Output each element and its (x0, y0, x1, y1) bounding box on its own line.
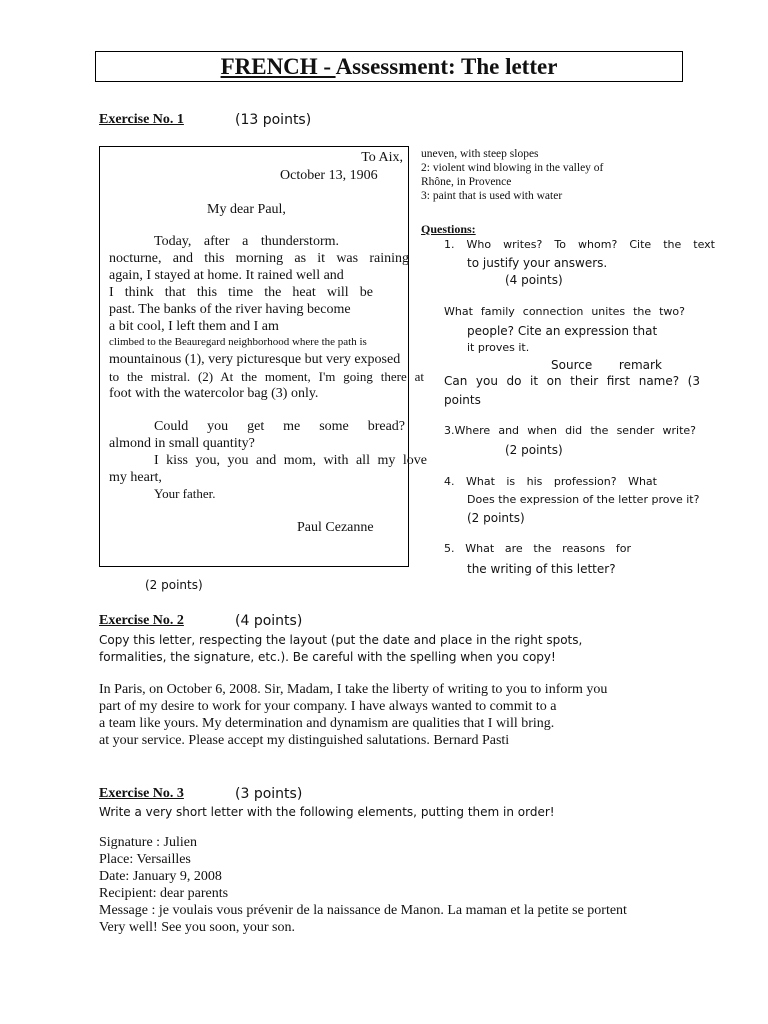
letter-salutation: My dear Paul, (207, 202, 286, 217)
exercise2-heading: Exercise No. 2 (99, 613, 184, 628)
letter-line: climbed to the Beauregard neighborhood where the path is (109, 336, 367, 348)
exercise3-element: Very well! See you soon, your son. (99, 920, 295, 935)
footnote: uneven, with steep slopes (421, 148, 539, 160)
question-4: 4. What is his profession? What (444, 475, 657, 488)
exercise1-points: (13 points) (235, 112, 312, 128)
question-2-cont: people? Cite an expression that (467, 324, 658, 338)
letter-line: to the mistral. (2) At the moment, I'm going there at (109, 369, 424, 384)
letter-line: almond in small quantity? (109, 436, 255, 451)
footnote: 3: paint that is used with water (421, 190, 563, 202)
question-3: 3.Where and when did the sender write? (444, 424, 696, 437)
exercise1-heading: Exercise No. 1 (99, 112, 184, 127)
question-4-points: (2 points) (467, 511, 525, 525)
question-3-points: (2 points) (505, 443, 563, 457)
letter-line: Your father. (154, 486, 216, 501)
question-1: 1. Who writes? To whom? Cite the text (444, 238, 715, 251)
title-subject: FRENCH - (220, 54, 336, 79)
question-1-cont: to justify your answers. (467, 256, 608, 270)
letter-points: (2 points) (145, 578, 203, 592)
question-1-points: (4 points) (505, 273, 563, 287)
exercise3-heading: Exercise No. 3 (99, 786, 184, 801)
exercise2-text-line: a team like yours. My determination and dynamism are qualities that I will bring. (99, 716, 555, 731)
title-main: Assessment: The letter (335, 54, 558, 79)
exercise2-points: (4 points) (235, 613, 303, 629)
exercise2-text-line: part of my desire to work for your company. I have always wanted to commit to a (99, 699, 557, 714)
title-box (95, 51, 683, 82)
exercise2-text-line: at your service. Please accept my distinguished salutations. Bernard Pasti (99, 733, 510, 748)
letter-line: again, I stayed at home. It rained well and (109, 268, 344, 283)
letter-line: foot with the watercolor bag (3) only. (109, 386, 319, 401)
questions-heading: Questions: (421, 222, 476, 236)
footnote: Rhône, in Provence (421, 176, 512, 188)
exercise3-element: Date: January 9, 2008 (99, 869, 222, 884)
letter-place: To Aix, (361, 150, 403, 165)
question-2-cont: it proves it. (467, 341, 530, 354)
footnote: 2: violent wind blowing in the valley of (421, 162, 604, 174)
letter-line: Could you get me some bread? (154, 419, 405, 434)
question-2: What family connection unites the two? (444, 305, 685, 318)
letter-signature: Paul Cezanne (297, 520, 374, 535)
letter-line: I think that this time the heat will be (109, 285, 373, 300)
letter-line: I kiss you, you and mom, with all my love (154, 453, 427, 468)
exercise2-instruction: formalities, the signature, etc.). Be careful with the spelling when you copy! (99, 650, 556, 664)
question-5-cont: the writing of this letter? (467, 562, 616, 576)
letter-line: a bit cool, I left them and I am (109, 319, 279, 334)
question-5: 5. What are the reasons for (444, 542, 631, 555)
exercise2-instruction: Copy this letter, respecting the layout (put the date and place in the right spots, (99, 633, 583, 647)
letter-line: Today, after a thunderstorm. (154, 234, 339, 249)
question-2-points: points (444, 393, 481, 407)
exercise2-text-line: In Paris, on October 6, 2008. Sir, Madam, I take the liberty of writing to you to inform you (99, 682, 608, 697)
letter-line: past. The banks of the river having become (109, 302, 351, 317)
exercise3-instruction: Write a very short letter with the following elements, putting them in order! (99, 805, 555, 819)
question-2-cont: Source remark (551, 358, 662, 372)
question-4-cont: Does the expression of the letter prove it? (467, 493, 700, 506)
exercise3-element: Signature : Julien (99, 835, 197, 850)
question-2-cont: Can you do it on their first name? (3 (444, 374, 700, 388)
letter-line: nocturne, and this morning as it was raining (109, 251, 409, 266)
exercise3-element: Recipient: dear parents (99, 886, 229, 901)
exercise3-points: (3 points) (235, 786, 303, 802)
exercise3-element: Place: Versailles (99, 852, 191, 867)
exercise3-element: Message : je voulais vous prévenir de la naissance de Manon. La maman et la petite se portent (99, 903, 627, 918)
letter-date: October 13, 1906 (280, 168, 378, 183)
letter-line: my heart, (109, 470, 162, 485)
letter-line: mountainous (1), very picturesque but very exposed (109, 352, 401, 367)
